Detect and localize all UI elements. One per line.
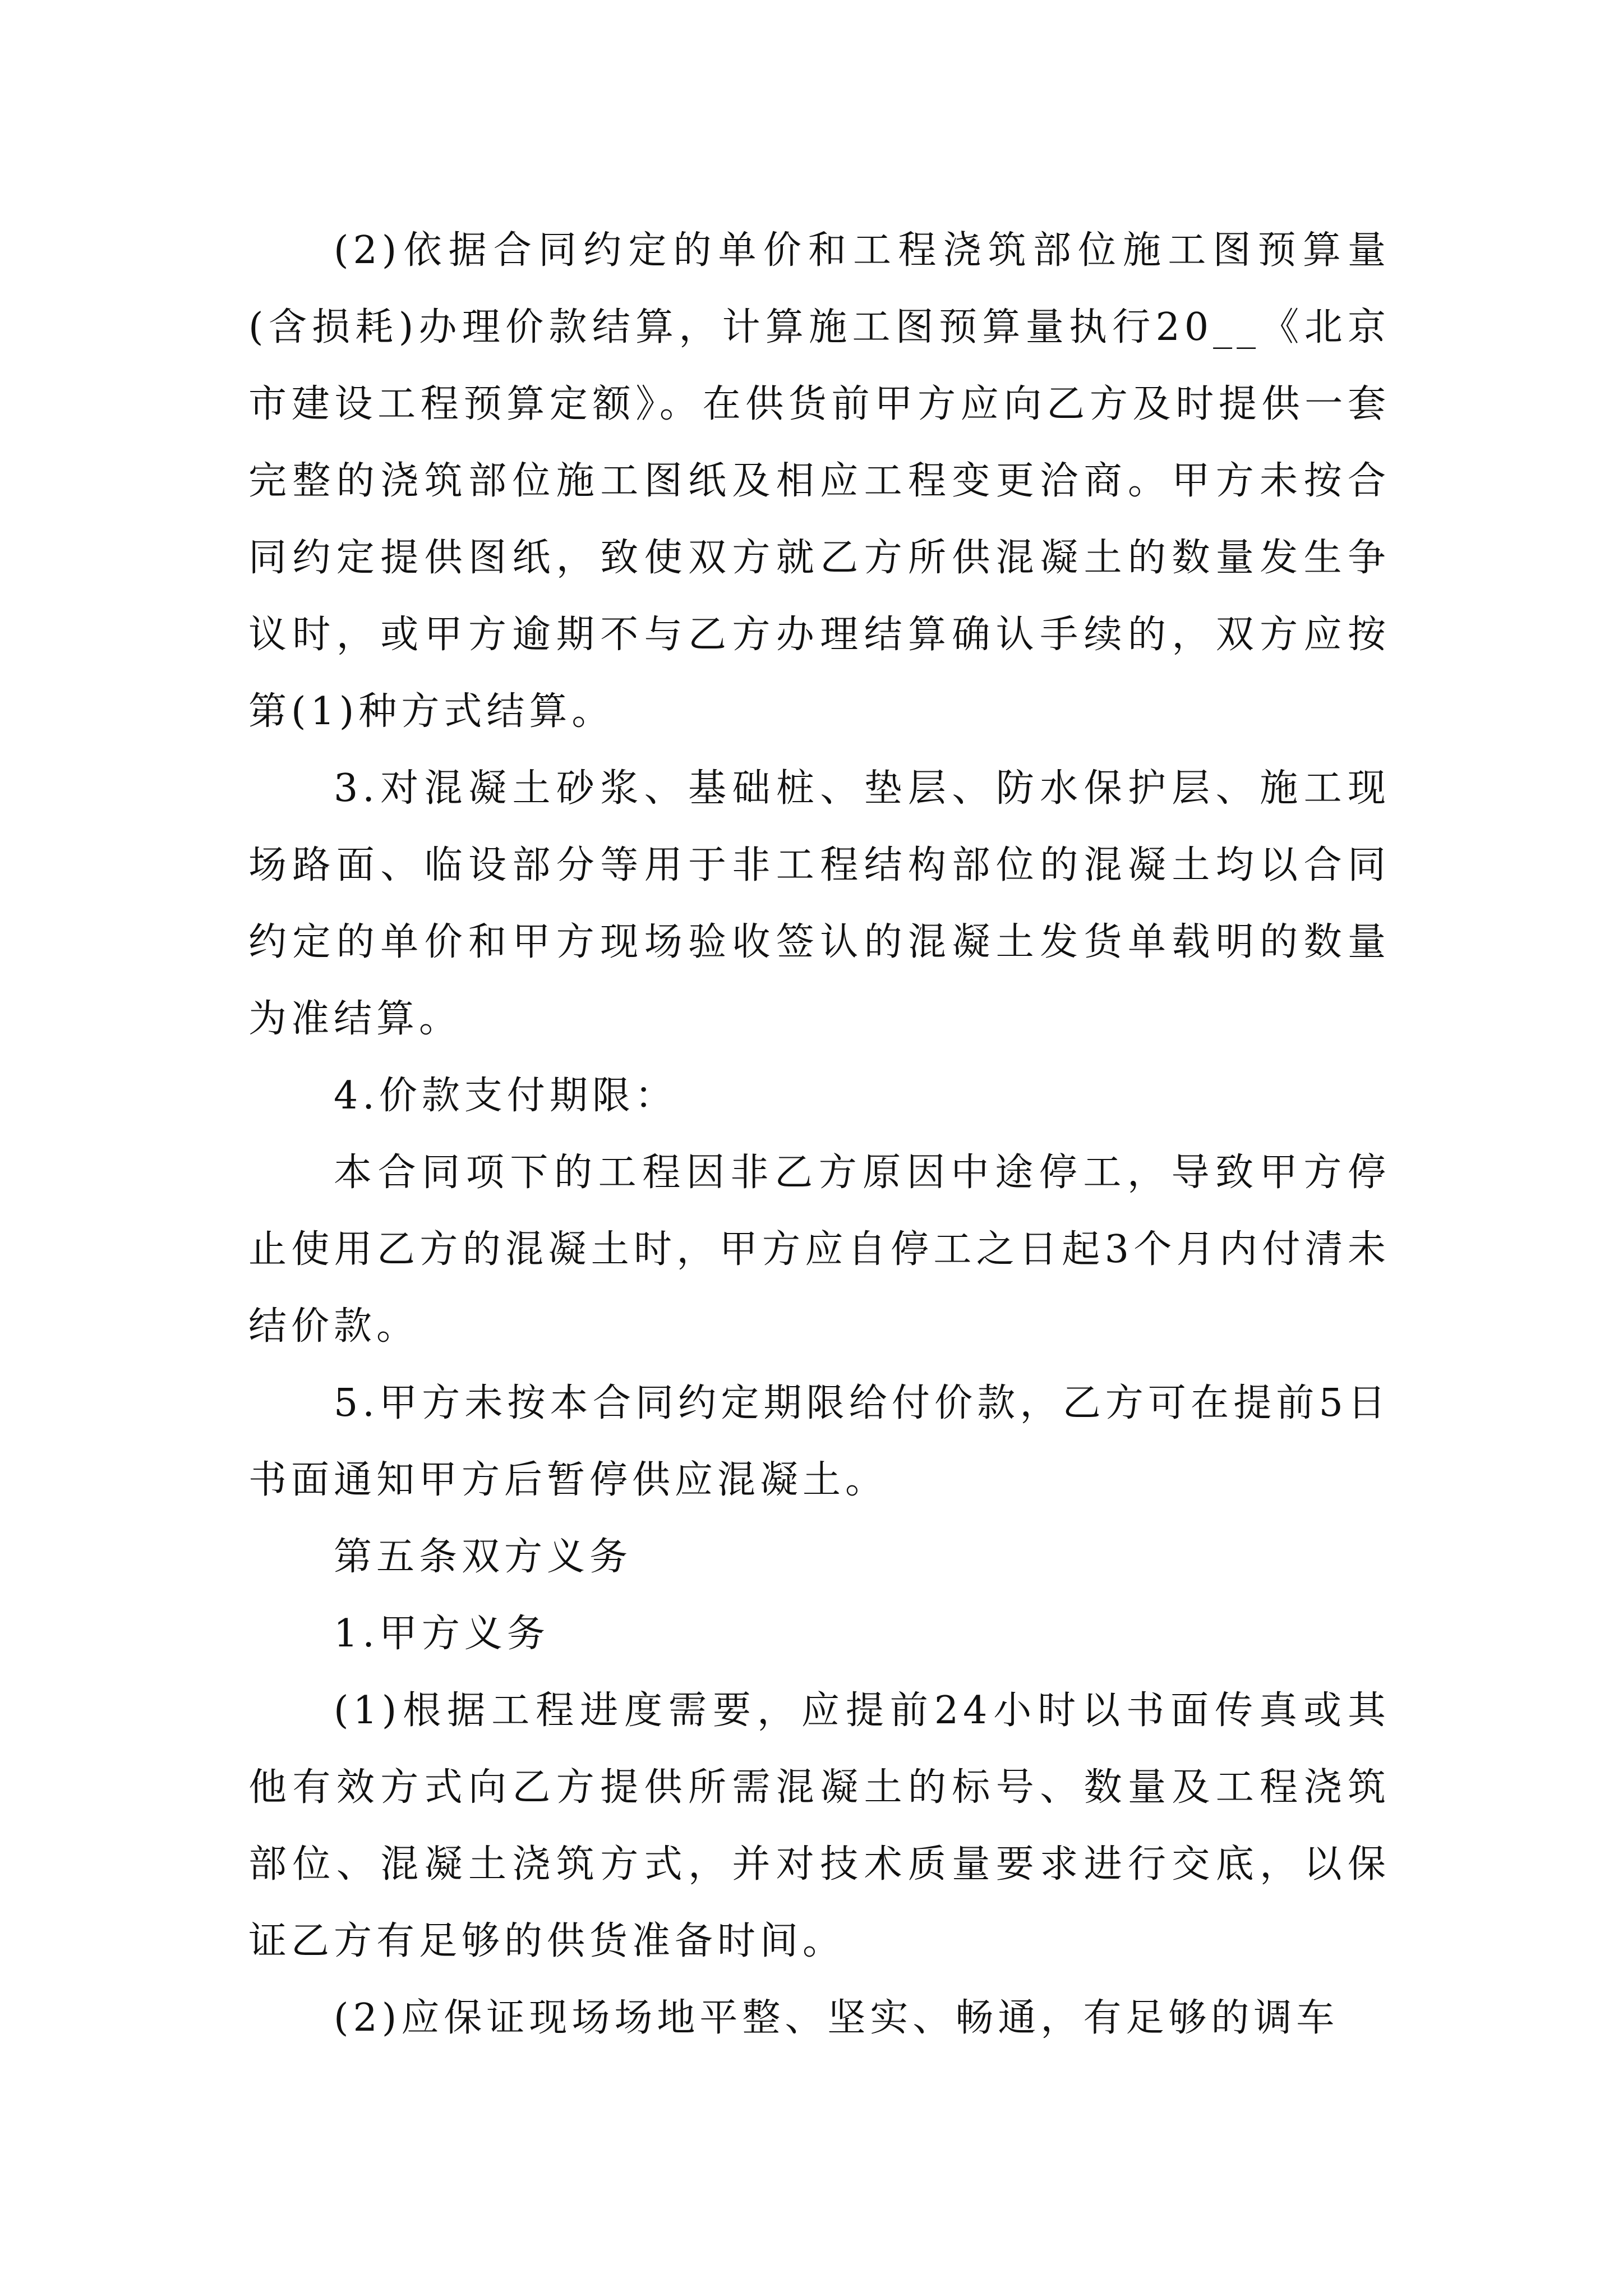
- paragraph-obligation-2: (2)应保证现场场地平整、坚实、畅通，有足够的调车: [334, 1996, 1339, 2040]
- document-body: [248, 212, 1390, 2056]
- paragraph-settlement-method-2: (2)依据合同约定的单价和工程浇筑部位施工图预算量(含损耗)办理价款结算，计算施工图预算量执行20__《北京市建设工程预算定额》。在供货前甲方应向乙方及时提供一套完整的浇筑部位施工图纸及相应工程变更洽商。甲方未按合同约定提供图纸，致使双方就乙方所供混凝土的数量发生争议时，或甲方逾期不与乙方办理结算确认手续的，双方应按第(1)种方式结算。: [248, 228, 1390, 734]
- paragraph-clause-3: 3.对混凝土砂浆、基础桩、垫层、防水保护层、施工现场路面、临设部分等用于非工程结构部位的混凝土均以合同约定的单价和甲方现场验收签认的混凝土发货单载明的数量为准结算。: [248, 766, 1390, 1041]
- subheading-party-a-obligations: 1.甲方义务: [334, 1612, 550, 1656]
- paragraph-clause-4-heading: 4.价款支付期限：: [334, 1074, 677, 1118]
- paragraph-obligation-1: (1)根据工程进度需要，应提前24小时以书面传真或其他有效方式向乙方提供所需混凝土的标号、数量及工程浇筑部位、混凝土浇筑方式，并对技术质量要求进行交底，以保证乙方有足够的供货准备时间。: [248, 1688, 1390, 1963]
- paragraph-clause-4-body: 本合同项下的工程因非乙方原因中途停工，导致甲方停止使用乙方的混凝土时，甲方应自停工之日起3个月内付清未结价款。: [248, 1151, 1390, 1349]
- section-heading-article-5: 第五条双方义务: [334, 1535, 633, 1579]
- paragraph-clause-5: 5.甲方未按本合同约定期限给付价款，乙方可在提前5日书面通知甲方后暂停供应混凝土。: [248, 1381, 1390, 1502]
